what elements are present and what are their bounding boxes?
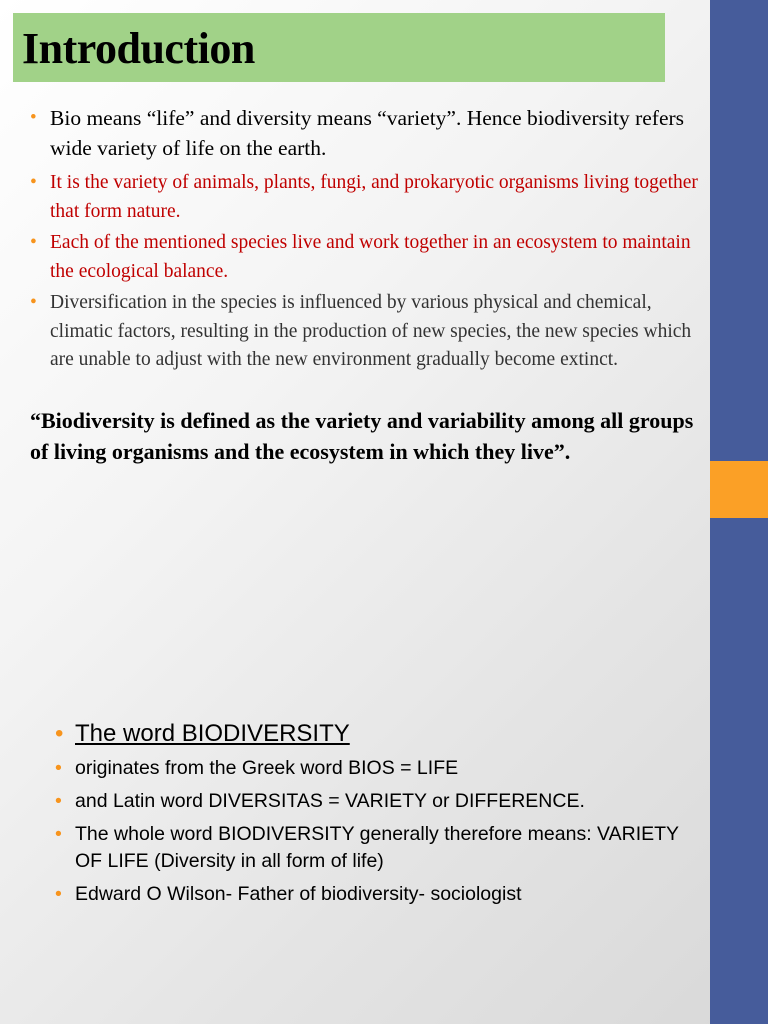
word-heading-text: The word BIODIVERSITY: [75, 720, 350, 747]
bullet-dot-icon: •: [55, 757, 62, 779]
bullet-dot-icon: •: [30, 232, 37, 253]
slide-title: Introduction: [22, 24, 255, 73]
bullet-item: [30, 169, 700, 226]
side-accent-block: [710, 461, 768, 518]
bullet-text: Each of the mentioned species live and work together in an ecosystem to maintain the ecological balance.: [50, 232, 691, 282]
bullet-item: [30, 103, 700, 163]
bullet-text: and Latin word DIVERSITAS = VARIETY or DIFFERENCE.: [75, 790, 585, 812]
bullet-item: [30, 289, 700, 375]
bullet-text: Diversification in the species is influenced by various physical and chemical, climatic factors, resulting in the production of new species, the new species which are unable to adjust with the new environment gradually become extinct.: [50, 292, 692, 370]
bullet-text: It is the variety of animals, plants, fungi, and prokaryotic organisms living together that form nature.: [50, 172, 698, 222]
bullet-item: [55, 821, 695, 875]
title-banner: [13, 13, 665, 82]
bullet-item: [55, 755, 695, 782]
bullet-item: [55, 881, 695, 908]
bullet-text: The whole word BIODIVERSITY generally therefore means: VARIETY OF LIFE (Diversity in all form of life): [75, 823, 679, 872]
bullet-dot-icon: •: [55, 790, 62, 812]
bullet-dot-icon: •: [30, 107, 37, 128]
definition-quote: “Biodiversity is defined as the variety and variability among all groups of living organisms and the ecosystem in which they live”.: [30, 408, 694, 464]
bullet-dot-icon: •: [55, 823, 62, 845]
bullet-dot-icon: •: [30, 172, 37, 193]
bullet-text: Bio means “life” and diversity means “variety”. Hence biodiversity refers wide variety of life on the earth.: [50, 106, 685, 160]
bullet-text: Edward O Wilson- Father of biodiversity- sociologist: [75, 883, 522, 905]
bullet-text: originates from the Greek word BIOS = LIFE: [75, 757, 459, 779]
bullet-item: [55, 788, 695, 815]
bullet-dot-icon: •: [55, 883, 62, 905]
word-bullet-list: [55, 717, 695, 914]
bullet-dot-icon: •: [30, 292, 37, 313]
bullet-dot-icon: •: [55, 720, 64, 747]
bullet-item: [30, 229, 700, 286]
intro-bullet-list: [30, 103, 700, 378]
word-section-heading: [55, 717, 695, 750]
